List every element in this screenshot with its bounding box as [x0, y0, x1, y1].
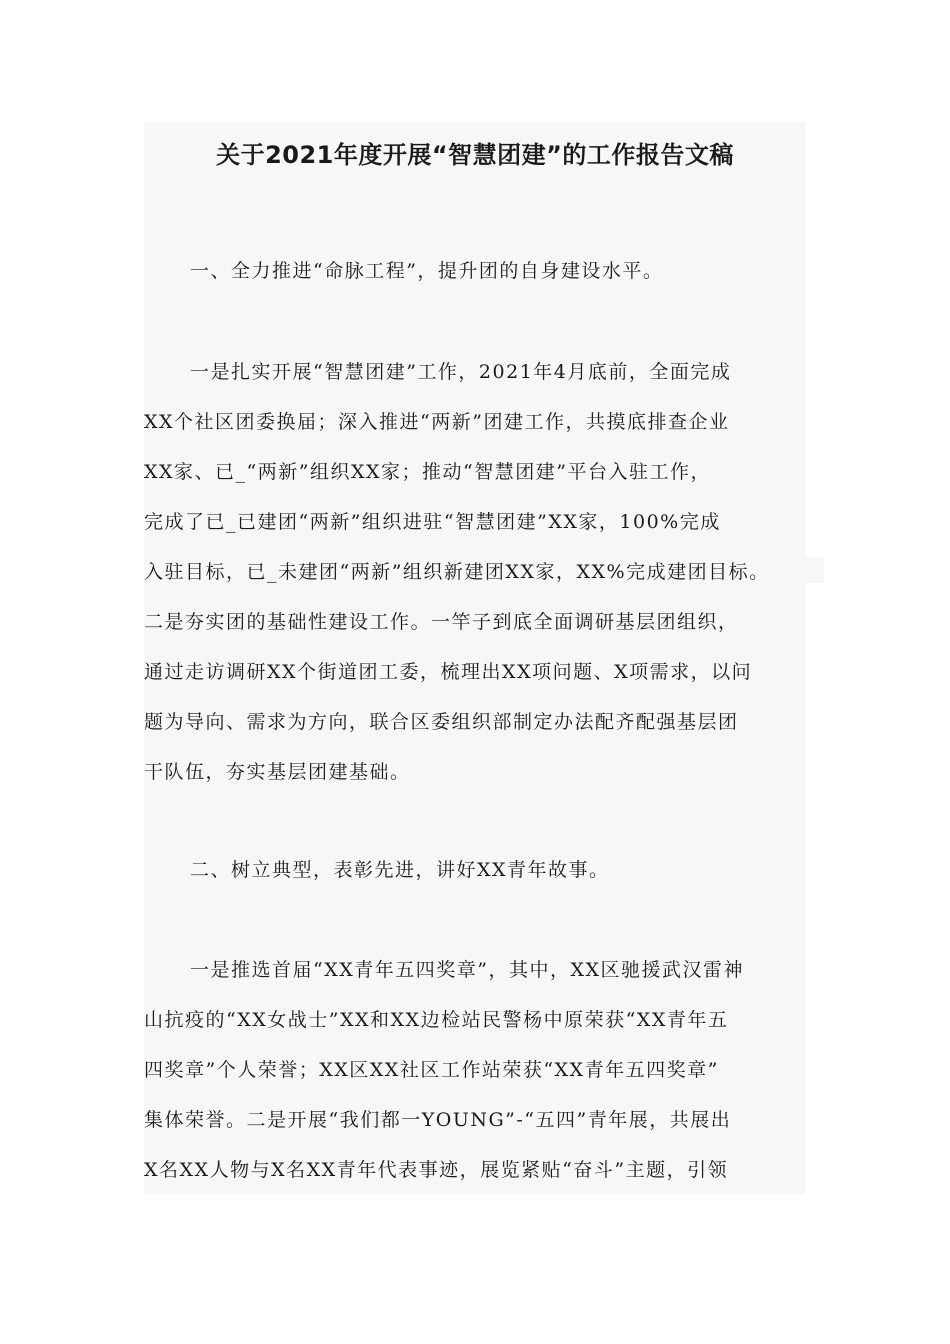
paragraph-line: 山抗疫的“XX女战士”XX和XX边检站民警杨中原荣获“XX青年五	[144, 1009, 729, 1031]
paragraph-line: 完成了已_已建团“两新”组织进驻“智慧团建”XX家，100%完成	[144, 511, 721, 533]
paragraph-line: 入驻目标，已_未建团“两新”组织新建团XX家，XX%完成建团目标。	[144, 561, 770, 583]
section-heading-2: 二、树立典型，表彰先进，讲好XX青年故事。	[190, 859, 610, 881]
document-title: 关于2021年度开展“智慧团建”的工作报告文稿	[216, 141, 734, 169]
paragraph-line: 干队伍，夯实基层团建基础。	[144, 761, 411, 783]
paragraph-line: 集体荣誉。二是开展“我们都一YOUNG”-“五四”青年展，共展出	[144, 1109, 732, 1131]
paragraph-line: 四奖章”个人荣誉；XX区XX社区工作站荣获“XX青年五四奖章”	[144, 1059, 719, 1081]
paragraph-line: 一是推选首届“XX青年五四奖章”，其中，XX区驰援武汉雷神	[190, 959, 745, 981]
paragraph-line: 通过走访调研XX个街道团工委，梳理出XX项问题、X项需求，以问	[144, 661, 753, 683]
paragraph-line: 题为导向、需求为方向，联合区委组织部制定办法配齐配强基层团	[144, 711, 739, 733]
paragraph-line: X名XX人物与X名XX青年代表事迹，展览紧贴“奋斗”主题，引领	[144, 1159, 729, 1181]
section-heading-1: 一、全力推进“命脉工程”，提升团的自身建设水平。	[190, 260, 664, 282]
paragraph-line: 二是夯实团的基础性建设工作。一竿子到底全面调研基层团组织，	[144, 611, 739, 633]
paragraph-line: XX个社区团委换届；深入推进“两新”团建工作，共摸底排查企业	[144, 411, 730, 433]
paragraph-line: 一是扎实开展“智慧团建”工作，2021年4月底前，全面完成	[190, 361, 732, 383]
text-overflow-strip	[806, 557, 824, 583]
paragraph-line: XX家、已_“两新”组织XX家；推动“智慧团建”平台入驻工作，	[144, 461, 711, 483]
